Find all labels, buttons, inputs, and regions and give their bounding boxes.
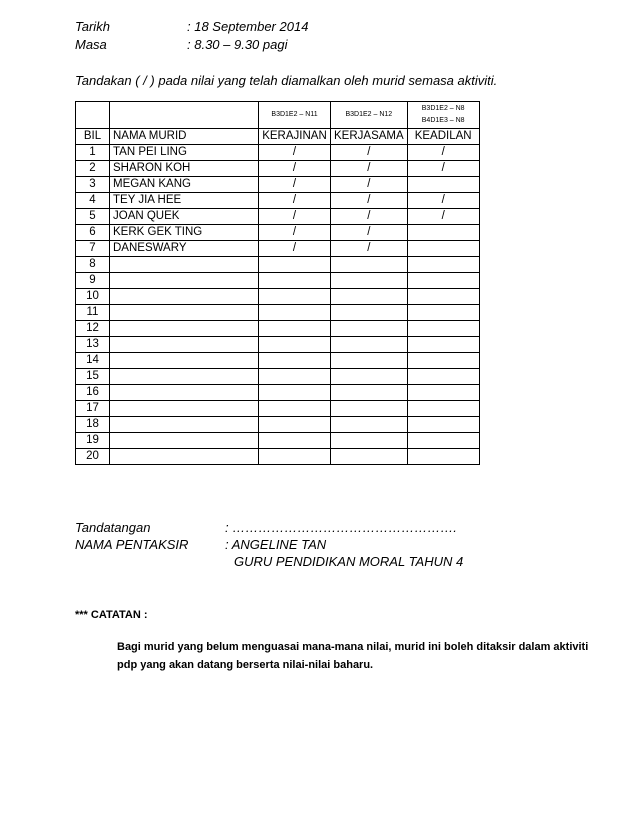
student-name [110,433,259,449]
mark-kerajinan [259,449,331,465]
mark-keadilan [407,337,479,353]
student-name: MEGAN KANG [110,177,259,193]
mark-keadilan [407,417,479,433]
row-number: 20 [76,449,110,465]
table-row [76,209,480,225]
table-row [76,337,480,353]
mark-keadilan [407,401,479,417]
table-row [76,417,480,433]
mark-kerajinan [259,273,331,289]
table-row [76,177,480,193]
mark-kerajinan: / [259,225,331,241]
header-kerjasama: KERJASAMA [331,129,408,145]
student-name [110,401,259,417]
time-value: : 8.30 – 9.30 pagi [187,37,288,52]
date-value: : 18 September 2014 [187,19,309,34]
mark-keadilan [407,353,479,369]
instruction-text: Tandakan ( / ) pada nilai yang telah diamalkan oleh murid semasa aktiviti. [75,73,498,88]
code-keadilan-line1: B3D1E2 – N8 [421,105,465,112]
student-name [110,337,259,353]
mark-kerajinan: / [259,177,331,193]
mark-keadilan [407,385,479,401]
table-row [76,353,480,369]
mark-kerjasama [331,433,408,449]
mark-keadilan: / [407,209,479,225]
row-number: 10 [76,289,110,305]
student-name: SHARON KOH [110,161,259,177]
mark-keadilan [407,369,479,385]
row-number: 1 [76,145,110,161]
header-keadilan: KEADILAN [407,129,479,145]
mark-kerajinan [259,401,331,417]
assessment-table [75,101,480,465]
row-number: 17 [76,401,110,417]
mark-kerjasama [331,449,408,465]
mark-kerjasama [331,337,408,353]
row-number: 13 [76,337,110,353]
row-number: 15 [76,369,110,385]
empty-cell [110,102,259,129]
row-number: 19 [76,433,110,449]
mark-keadilan [407,257,479,273]
mark-kerjasama [331,257,408,273]
table-row [76,257,480,273]
mark-keadilan [407,321,479,337]
student-name [110,449,259,465]
mark-keadilan [407,225,479,241]
code-kerjasama: B3D1E2 – N12 [331,102,408,129]
mark-kerjasama [331,369,408,385]
student-name: KERK GEK TING [110,225,259,241]
mark-kerajinan: / [259,193,331,209]
mark-kerajinan [259,433,331,449]
row-number: 7 [76,241,110,257]
note-line-1: Bagi murid yang belum menguasai mana-mana nilai, murid ini boleh ditaksir dalam aktiviti [117,641,589,653]
student-name [110,305,259,321]
mark-kerjasama [331,385,408,401]
mark-keadilan [407,241,479,257]
mark-kerjasama: / [331,225,408,241]
code-keadilan-line2: B4D1E3 – N8 [421,117,465,124]
table-row [76,193,480,209]
mark-kerjasama: / [331,241,408,257]
date-label: Tarikh [75,19,110,34]
row-number: 16 [76,385,110,401]
row-number: 3 [76,177,110,193]
assessor-role: GURU PENDIDIKAN MORAL TAHUN 4 [234,554,464,569]
table-row [76,289,480,305]
note-title: *** CATATAN : [75,609,148,621]
mark-kerjasama: / [331,193,408,209]
mark-keadilan [407,305,479,321]
row-number: 2 [76,161,110,177]
table-row [76,369,480,385]
student-name [110,257,259,273]
row-number: 11 [76,305,110,321]
code-keadilan [407,102,479,129]
mark-keadilan [407,177,479,193]
mark-kerjasama: / [331,209,408,225]
header-row [76,129,480,145]
table-row [76,401,480,417]
code-kerajinan: B3D1E2 – N11 [259,102,331,129]
header-name: NAMA MURID [110,129,259,145]
mark-kerjasama [331,273,408,289]
student-name [110,321,259,337]
row-number: 5 [76,209,110,225]
table-row [76,241,480,257]
mark-kerajinan [259,417,331,433]
mark-kerajinan [259,353,331,369]
mark-kerajinan [259,257,331,273]
table-row [76,385,480,401]
row-number: 4 [76,193,110,209]
mark-kerajinan [259,321,331,337]
mark-keadilan: / [407,161,479,177]
assessor-label: NAMA PENTAKSIR [75,537,189,552]
mark-kerajinan [259,289,331,305]
table-row [76,433,480,449]
mark-keadilan [407,273,479,289]
mark-keadilan: / [407,145,479,161]
mark-kerajinan [259,305,331,321]
student-name: JOAN QUEK [110,209,259,225]
table-row [76,321,480,337]
signature-line: : ……………………………………………. [225,520,457,535]
mark-kerjasama: / [331,177,408,193]
student-name: TEY JIA HEE [110,193,259,209]
student-name [110,353,259,369]
student-name: TAN PEI LING [110,145,259,161]
student-name [110,417,259,433]
time-label: Masa [75,37,107,52]
mark-kerjasama [331,305,408,321]
student-name [110,369,259,385]
mark-kerajinan: / [259,145,331,161]
table-row [76,225,480,241]
table-row [76,305,480,321]
mark-kerajinan: / [259,241,331,257]
header-bil: BIL [76,129,110,145]
mark-kerjasama [331,417,408,433]
header-kerajinan: KERAJINAN [259,129,331,145]
signature-label: Tandatangan [75,520,151,535]
mark-kerjasama [331,353,408,369]
mark-kerjasama [331,321,408,337]
row-number: 18 [76,417,110,433]
mark-kerajinan: / [259,161,331,177]
mark-keadilan [407,449,479,465]
student-name [110,289,259,305]
mark-keadilan [407,433,479,449]
mark-kerajinan [259,369,331,385]
table-row [76,449,480,465]
row-number: 14 [76,353,110,369]
row-number: 9 [76,273,110,289]
note-line-2: pdp yang akan datang berserta nilai-nilai baharu. [117,659,374,671]
mark-kerajinan [259,337,331,353]
row-number: 8 [76,257,110,273]
row-number: 12 [76,321,110,337]
student-name [110,385,259,401]
mark-kerjasama: / [331,145,408,161]
empty-cell [76,102,110,129]
row-number: 6 [76,225,110,241]
mark-kerjasama [331,401,408,417]
mark-keadilan [407,289,479,305]
assessor-name: : ANGELINE TAN [225,537,327,552]
table-row [76,273,480,289]
student-name [110,273,259,289]
table-row [76,161,480,177]
mark-kerajinan [259,385,331,401]
value-code-row [76,102,480,129]
table-row [76,145,480,161]
student-name: DANESWARY [110,241,259,257]
mark-kerjasama [331,289,408,305]
mark-keadilan: / [407,193,479,209]
mark-kerajinan: / [259,209,331,225]
mark-kerjasama: / [331,161,408,177]
